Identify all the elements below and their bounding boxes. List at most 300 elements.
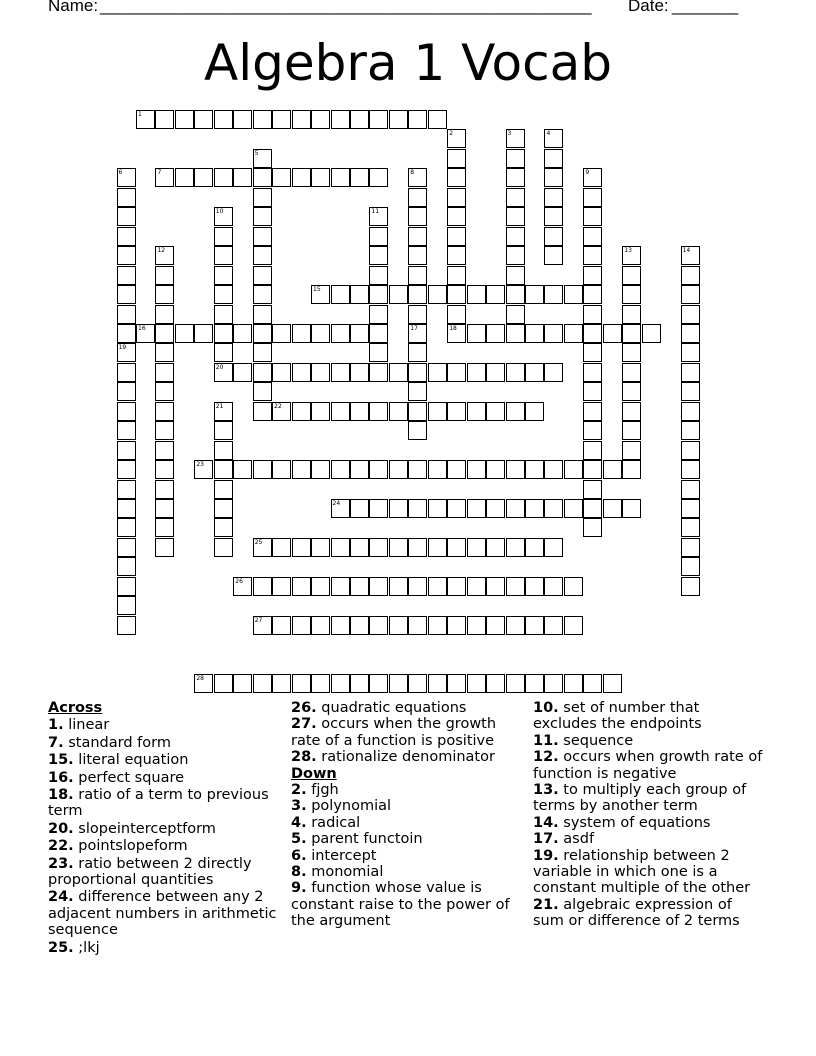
grid-cell[interactable] [155,441,174,460]
grid-cell[interactable] [292,674,311,693]
grid-cell[interactable] [155,343,174,362]
grid-cell[interactable] [506,577,525,596]
grid-cell[interactable] [194,168,213,187]
grid-cell[interactable] [408,305,427,324]
grid-cell[interactable] [544,324,563,343]
grid-cell[interactable] [408,110,427,129]
grid-cell[interactable] [117,188,136,207]
grid-cell[interactable] [117,343,136,362]
grid-cell[interactable] [564,285,583,304]
grid-cell[interactable] [214,421,233,440]
grid-cell[interactable] [331,168,350,187]
grid-cell[interactable] [389,110,408,129]
grid-cell[interactable] [408,168,427,187]
grid-cell[interactable] [447,305,466,324]
grid-cell[interactable] [214,518,233,537]
grid-cell[interactable] [155,421,174,440]
grid-cell[interactable] [311,538,330,557]
grid-cell[interactable] [408,227,427,246]
grid-cell[interactable] [272,402,291,421]
grid-cell[interactable] [583,674,602,693]
grid-cell[interactable] [467,616,486,635]
grid-cell[interactable] [292,460,311,479]
grid-cell[interactable] [233,363,252,382]
grid-cell[interactable] [564,674,583,693]
grid-cell[interactable] [214,674,233,693]
grid-cell[interactable] [117,499,136,518]
grid-cell[interactable] [447,363,466,382]
grid-cell[interactable] [311,402,330,421]
grid-cell[interactable] [447,266,466,285]
grid-cell[interactable] [544,129,563,148]
grid-cell[interactable] [506,674,525,693]
grid-cell[interactable] [214,441,233,460]
grid-cell[interactable] [117,266,136,285]
grid-cell[interactable] [117,305,136,324]
grid-cell[interactable] [331,285,350,304]
grid-cell[interactable] [272,538,291,557]
grid-cell[interactable] [622,363,641,382]
grid-cell[interactable] [506,324,525,343]
grid-cell[interactable] [350,538,369,557]
grid-cell[interactable] [233,674,252,693]
grid-cell[interactable] [467,499,486,518]
grid-cell[interactable] [117,596,136,615]
grid-cell[interactable] [544,227,563,246]
grid-cell[interactable] [389,538,408,557]
grid-cell[interactable] [447,577,466,596]
grid-cell[interactable] [447,538,466,557]
grid-cell[interactable] [214,343,233,362]
grid-cell[interactable] [544,674,563,693]
grid-cell[interactable] [117,480,136,499]
grid-cell[interactable] [389,616,408,635]
grid-cell[interactable] [331,110,350,129]
grid-cell[interactable] [369,266,388,285]
grid-cell[interactable] [194,324,213,343]
grid-cell[interactable] [681,421,700,440]
grid-cell[interactable] [117,616,136,635]
grid-cell[interactable] [681,382,700,401]
grid-cell[interactable] [253,402,272,421]
grid-cell[interactable] [408,324,427,343]
grid-cell[interactable] [544,616,563,635]
grid-cell[interactable] [272,110,291,129]
grid-cell[interactable] [253,246,272,265]
grid-cell[interactable] [253,207,272,226]
grid-cell[interactable] [506,207,525,226]
grid-cell[interactable] [506,149,525,168]
grid-cell[interactable] [544,188,563,207]
grid-cell[interactable] [467,402,486,421]
grid-cell[interactable] [369,207,388,226]
grid-cell[interactable] [486,402,505,421]
grid-cell[interactable] [311,460,330,479]
grid-cell[interactable] [311,110,330,129]
grid-cell[interactable] [272,324,291,343]
grid-cell[interactable] [564,460,583,479]
grid-cell[interactable] [311,168,330,187]
grid-cell[interactable] [506,168,525,187]
grid-cell[interactable] [369,402,388,421]
grid-cell[interactable] [292,110,311,129]
grid-cell[interactable] [408,382,427,401]
grid-cell[interactable] [525,285,544,304]
grid-cell[interactable] [583,441,602,460]
grid-cell[interactable] [525,363,544,382]
grid-cell[interactable] [583,402,602,421]
grid-cell[interactable] [447,168,466,187]
grid-cell[interactable] [233,460,252,479]
grid-cell[interactable] [253,363,272,382]
grid-cell[interactable] [447,246,466,265]
grid-cell[interactable] [253,227,272,246]
grid-cell[interactable] [525,460,544,479]
grid-cell[interactable] [350,324,369,343]
grid-cell[interactable] [408,577,427,596]
grid-cell[interactable] [389,402,408,421]
grid-cell[interactable] [681,441,700,460]
grid-cell[interactable] [292,324,311,343]
grid-cell[interactable] [583,168,602,187]
grid-cell[interactable] [622,285,641,304]
grid-cell[interactable] [583,285,602,304]
grid-cell[interactable] [583,421,602,440]
grid-cell[interactable] [428,460,447,479]
grid-cell[interactable] [486,285,505,304]
grid-cell[interactable] [583,188,602,207]
grid-cell[interactable] [117,227,136,246]
grid-cell[interactable] [155,460,174,479]
grid-cell[interactable] [311,363,330,382]
grid-cell[interactable] [486,674,505,693]
grid-cell[interactable] [369,616,388,635]
name-line[interactable]: ____________________________________________________ [100,0,592,15]
grid-cell[interactable] [525,538,544,557]
grid-cell[interactable] [408,538,427,557]
grid-cell[interactable] [350,402,369,421]
grid-cell[interactable] [389,499,408,518]
grid-cell[interactable] [544,363,563,382]
grid-cell[interactable] [467,324,486,343]
grid-cell[interactable] [253,674,272,693]
grid-cell[interactable] [681,246,700,265]
grid-cell[interactable] [408,402,427,421]
grid-cell[interactable] [117,168,136,187]
grid-cell[interactable] [253,110,272,129]
grid-cell[interactable] [408,616,427,635]
grid-cell[interactable] [331,616,350,635]
grid-cell[interactable] [253,382,272,401]
grid-cell[interactable] [331,363,350,382]
grid-cell[interactable] [155,324,174,343]
grid-cell[interactable] [564,577,583,596]
grid-cell[interactable] [583,499,602,518]
grid-cell[interactable] [194,674,213,693]
grid-cell[interactable] [389,577,408,596]
grid-cell[interactable] [155,305,174,324]
grid-cell[interactable] [331,499,350,518]
grid-cell[interactable] [428,538,447,557]
grid-cell[interactable] [369,363,388,382]
grid-cell[interactable] [214,285,233,304]
grid-cell[interactable] [253,343,272,362]
grid-cell[interactable] [253,149,272,168]
grid-cell[interactable] [506,363,525,382]
grid-cell[interactable] [369,577,388,596]
grid-cell[interactable] [117,402,136,421]
grid-cell[interactable] [681,363,700,382]
grid-cell[interactable] [233,324,252,343]
grid-cell[interactable] [486,499,505,518]
grid-cell[interactable] [681,518,700,537]
grid-cell[interactable] [428,499,447,518]
grid-cell[interactable] [506,285,525,304]
grid-cell[interactable] [155,518,174,537]
grid-cell[interactable] [583,363,602,382]
grid-cell[interactable] [331,538,350,557]
grid-cell[interactable] [428,577,447,596]
grid-cell[interactable] [292,402,311,421]
grid-cell[interactable] [117,557,136,576]
grid-cell[interactable] [467,363,486,382]
grid-cell[interactable] [117,285,136,304]
grid-cell[interactable] [350,674,369,693]
grid-cell[interactable] [389,674,408,693]
grid-cell[interactable] [408,266,427,285]
grid-cell[interactable] [369,246,388,265]
grid-cell[interactable] [253,577,272,596]
grid-cell[interactable] [155,285,174,304]
grid-cell[interactable] [350,285,369,304]
grid-cell[interactable] [117,421,136,440]
grid-cell[interactable] [214,480,233,499]
grid-cell[interactable] [272,363,291,382]
grid-cell[interactable] [350,577,369,596]
grid-cell[interactable] [292,363,311,382]
grid-cell[interactable] [117,577,136,596]
grid-cell[interactable] [175,168,194,187]
grid-cell[interactable] [544,577,563,596]
grid-cell[interactable] [486,363,505,382]
grid-cell[interactable] [117,246,136,265]
grid-cell[interactable] [544,246,563,265]
date-line[interactable]: _______ [672,0,739,15]
grid-cell[interactable] [175,110,194,129]
grid-cell[interactable] [642,324,661,343]
grid-cell[interactable] [447,129,466,148]
grid-cell[interactable] [486,538,505,557]
grid-cell[interactable] [369,324,388,343]
grid-cell[interactable] [564,616,583,635]
grid-cell[interactable] [369,168,388,187]
grid-cell[interactable] [603,674,622,693]
grid-cell[interactable] [253,168,272,187]
grid-cell[interactable] [136,110,155,129]
grid-cell[interactable] [486,460,505,479]
grid-cell[interactable] [681,460,700,479]
grid-cell[interactable] [525,324,544,343]
grid-cell[interactable] [117,363,136,382]
grid-cell[interactable] [369,343,388,362]
grid-cell[interactable] [155,402,174,421]
grid-cell[interactable] [331,324,350,343]
grid-cell[interactable] [253,266,272,285]
grid-cell[interactable] [369,674,388,693]
grid-cell[interactable] [544,499,563,518]
grid-cell[interactable] [622,266,641,285]
grid-cell[interactable] [292,168,311,187]
grid-cell[interactable] [311,324,330,343]
grid-cell[interactable] [544,285,563,304]
grid-cell[interactable] [117,441,136,460]
grid-cell[interactable] [369,460,388,479]
grid-cell[interactable] [253,305,272,324]
grid-cell[interactable] [428,110,447,129]
grid-cell[interactable] [117,460,136,479]
grid-cell[interactable] [622,382,641,401]
grid-cell[interactable] [506,538,525,557]
grid-cell[interactable] [506,305,525,324]
grid-cell[interactable] [622,305,641,324]
grid-cell[interactable] [350,499,369,518]
grid-cell[interactable] [194,460,213,479]
grid-cell[interactable] [447,499,466,518]
grid-cell[interactable] [408,421,427,440]
grid-cell[interactable] [292,538,311,557]
grid-cell[interactable] [525,402,544,421]
grid-cell[interactable] [603,460,622,479]
grid-cell[interactable] [389,460,408,479]
grid-cell[interactable] [117,382,136,401]
grid-cell[interactable] [272,674,291,693]
grid-cell[interactable] [506,266,525,285]
grid-cell[interactable] [117,207,136,226]
grid-cell[interactable] [583,246,602,265]
grid-cell[interactable] [447,149,466,168]
grid-cell[interactable] [389,285,408,304]
grid-cell[interactable] [369,538,388,557]
grid-cell[interactable] [311,577,330,596]
grid-cell[interactable] [214,207,233,226]
grid-cell[interactable] [447,460,466,479]
grid-cell[interactable] [681,343,700,362]
grid-cell[interactable] [603,324,622,343]
grid-cell[interactable] [155,266,174,285]
grid-cell[interactable] [544,168,563,187]
grid-cell[interactable] [389,363,408,382]
grid-cell[interactable] [155,480,174,499]
grid-cell[interactable] [486,616,505,635]
grid-cell[interactable] [681,557,700,576]
grid-cell[interactable] [233,168,252,187]
grid-cell[interactable] [622,324,641,343]
grid-cell[interactable] [408,499,427,518]
grid-cell[interactable] [544,207,563,226]
grid-cell[interactable] [350,168,369,187]
grid-cell[interactable] [117,324,136,343]
grid-cell[interactable] [408,363,427,382]
grid-cell[interactable] [447,207,466,226]
grid-cell[interactable] [681,402,700,421]
grid-cell[interactable] [253,538,272,557]
grid-cell[interactable] [311,674,330,693]
grid-cell[interactable] [525,577,544,596]
grid-cell[interactable] [622,499,641,518]
grid-cell[interactable] [214,460,233,479]
grid-cell[interactable] [253,616,272,635]
grid-cell[interactable] [583,343,602,362]
grid-cell[interactable] [117,538,136,557]
grid-cell[interactable] [681,499,700,518]
grid-cell[interactable] [331,674,350,693]
grid-cell[interactable] [155,168,174,187]
grid-cell[interactable] [194,110,213,129]
grid-cell[interactable] [622,343,641,362]
grid-cell[interactable] [506,402,525,421]
grid-cell[interactable] [272,460,291,479]
grid-cell[interactable] [311,616,330,635]
grid-cell[interactable] [214,363,233,382]
grid-cell[interactable] [486,577,505,596]
grid-cell[interactable] [681,324,700,343]
grid-cell[interactable] [408,343,427,362]
grid-cell[interactable] [369,110,388,129]
grid-cell[interactable] [214,266,233,285]
grid-cell[interactable] [467,285,486,304]
grid-cell[interactable] [214,227,233,246]
grid-cell[interactable] [233,110,252,129]
grid-cell[interactable] [622,421,641,440]
grid-cell[interactable] [214,246,233,265]
grid-cell[interactable] [447,188,466,207]
grid-cell[interactable] [486,324,505,343]
grid-cell[interactable] [350,460,369,479]
grid-cell[interactable] [136,324,155,343]
grid-cell[interactable] [681,577,700,596]
grid-cell[interactable] [506,499,525,518]
grid-cell[interactable] [544,460,563,479]
grid-cell[interactable] [622,246,641,265]
grid-cell[interactable] [583,305,602,324]
grid-cell[interactable] [583,460,602,479]
grid-cell[interactable] [155,246,174,265]
grid-cell[interactable] [408,285,427,304]
grid-cell[interactable] [447,324,466,343]
grid-cell[interactable] [506,227,525,246]
grid-cell[interactable] [467,460,486,479]
grid-cell[interactable] [214,538,233,557]
grid-cell[interactable] [155,382,174,401]
grid-cell[interactable] [369,305,388,324]
grid-cell[interactable] [447,402,466,421]
grid-cell[interactable] [583,227,602,246]
grid-cell[interactable] [369,499,388,518]
grid-cell[interactable] [525,674,544,693]
grid-cell[interactable] [467,674,486,693]
grid-cell[interactable] [175,324,194,343]
grid-cell[interactable] [331,460,350,479]
grid-cell[interactable] [155,363,174,382]
grid-cell[interactable] [525,499,544,518]
grid-cell[interactable] [564,499,583,518]
grid-cell[interactable] [214,324,233,343]
grid-cell[interactable] [253,285,272,304]
grid-cell[interactable] [544,149,563,168]
grid-cell[interactable] [408,207,427,226]
grid-cell[interactable] [272,168,291,187]
grid-cell[interactable] [681,285,700,304]
